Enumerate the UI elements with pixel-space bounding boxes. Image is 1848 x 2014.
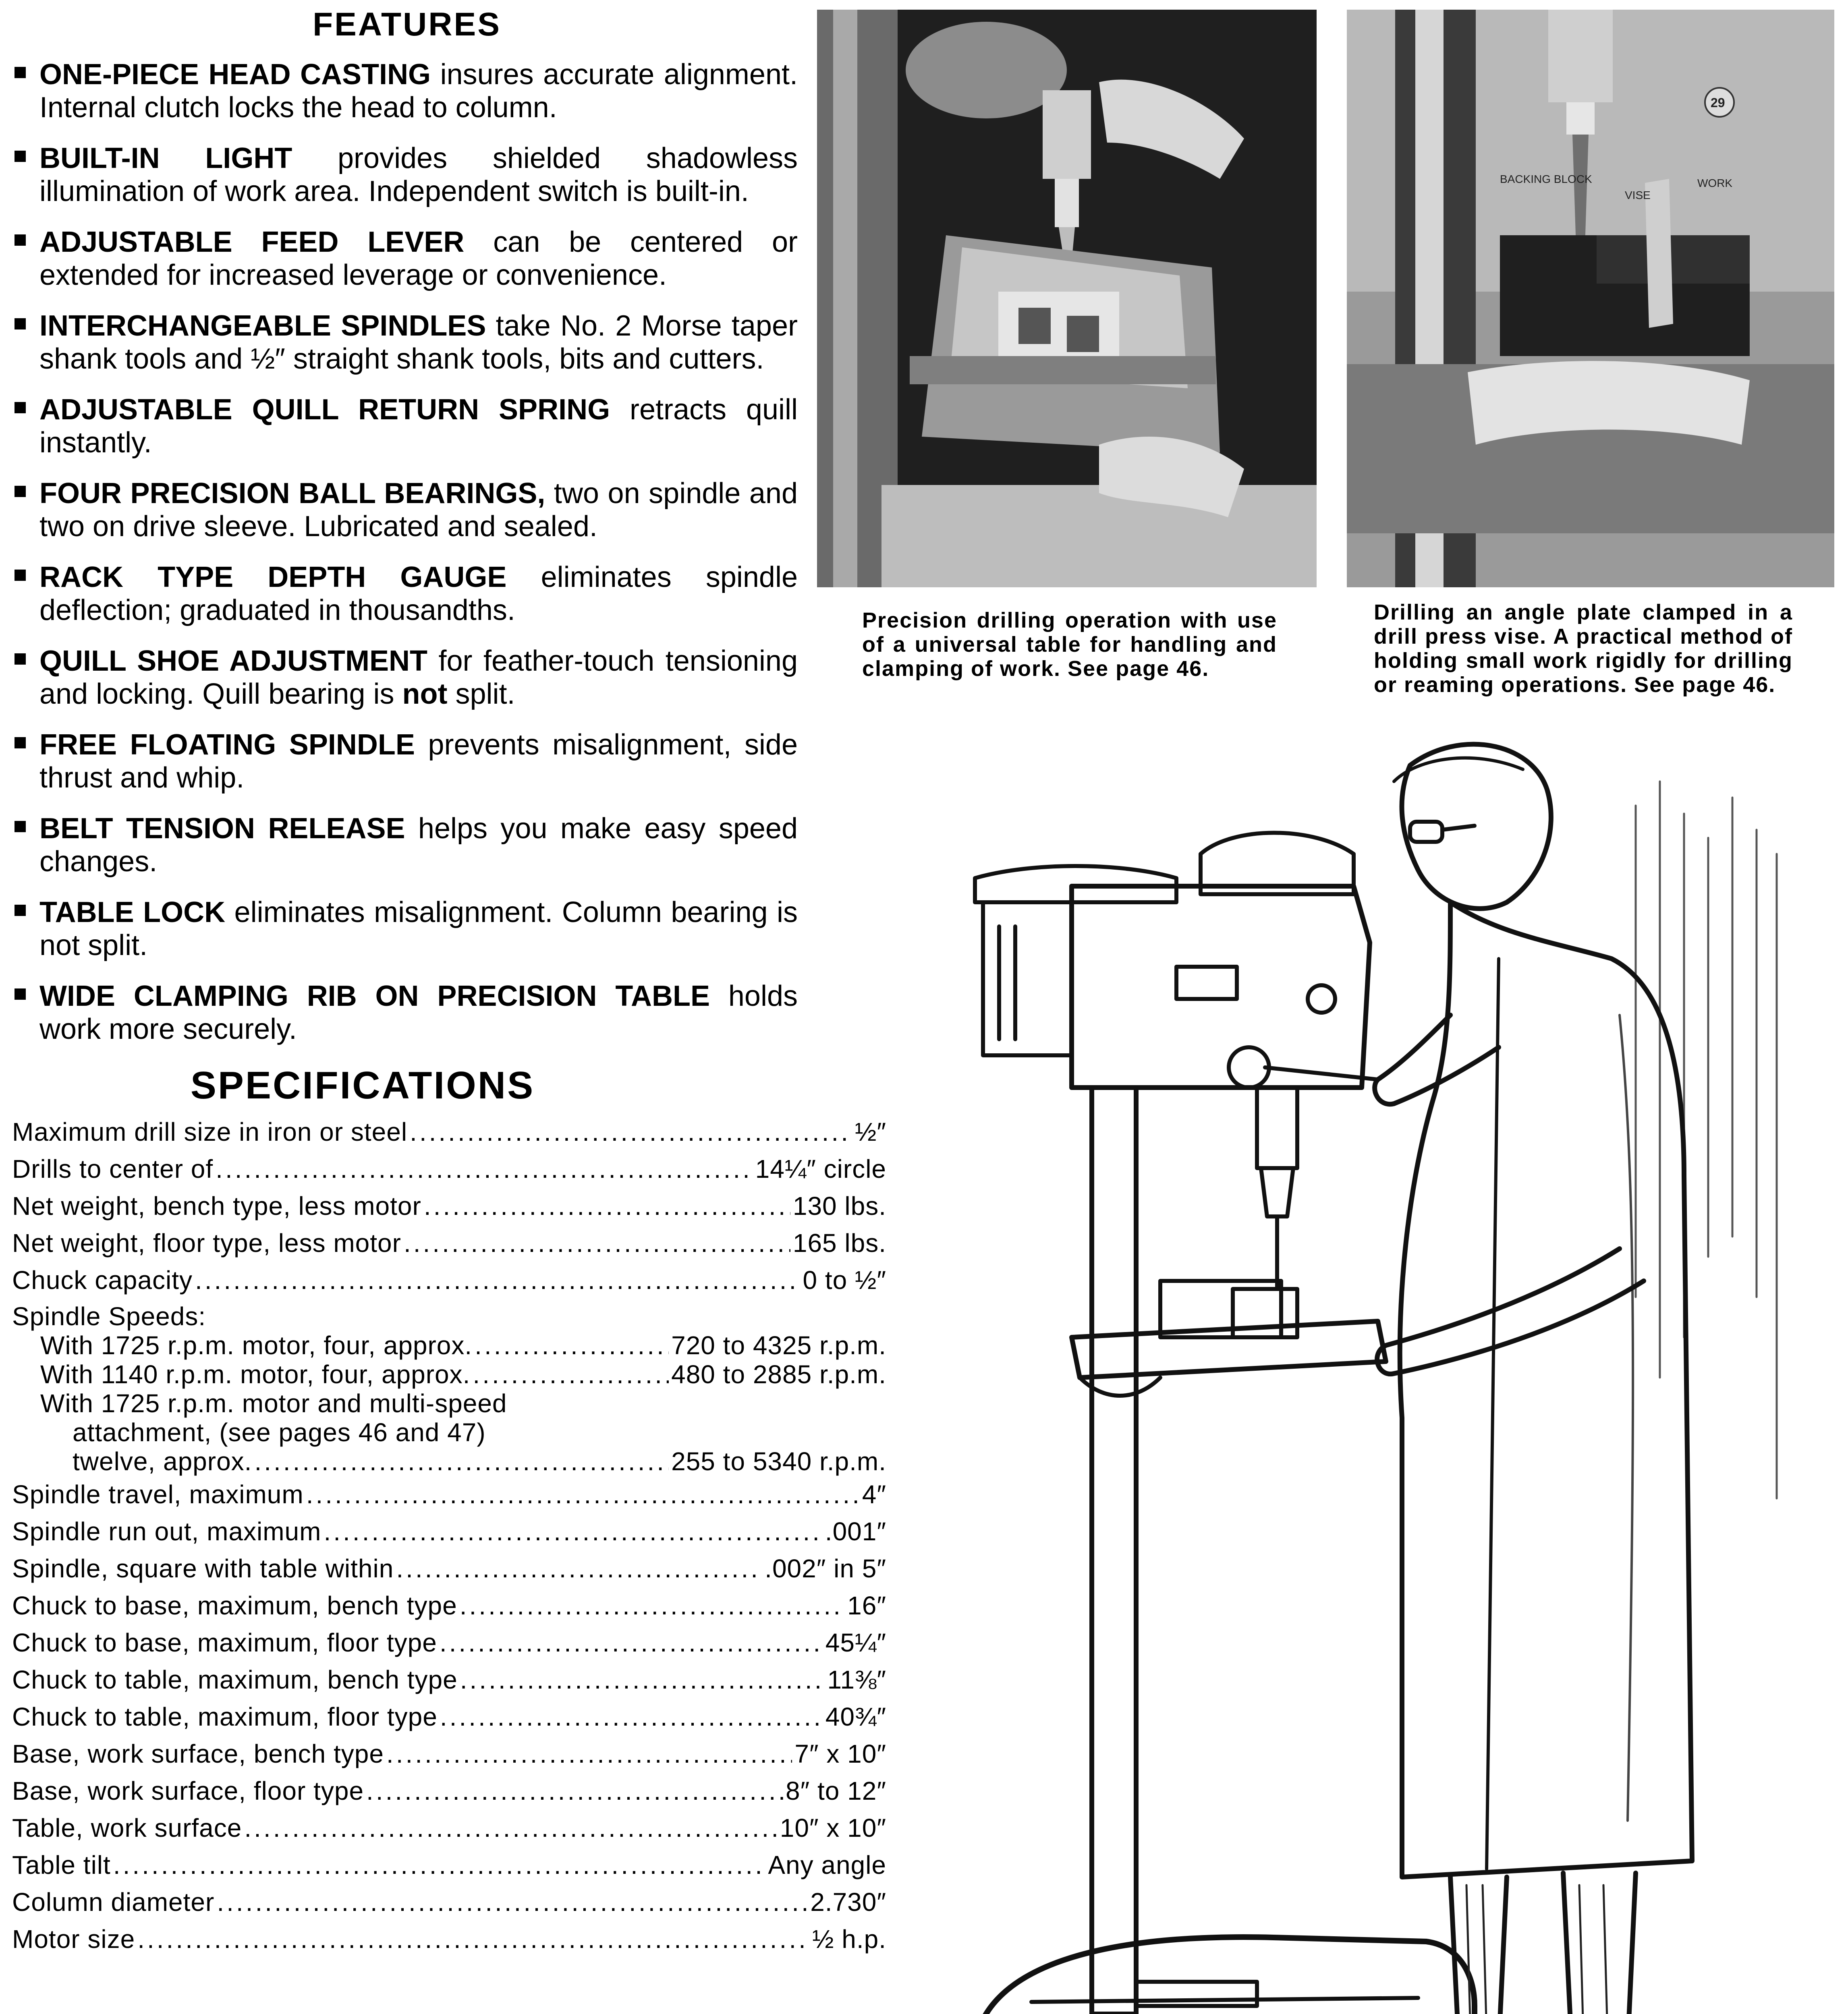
- square-bullet-icon: [15, 905, 26, 916]
- leader-dots: [475, 1331, 669, 1360]
- square-bullet-icon: [15, 234, 26, 246]
- spec-value: 165 lbs.: [792, 1229, 886, 1258]
- photo-universal-table-drilling: [817, 10, 1317, 587]
- spec-text-line: attachment, (see pages 46 and 47): [73, 1418, 486, 1447]
- leader-dots: [460, 1661, 825, 1698]
- spec-value: 720 to 4325 r.p.m.: [671, 1331, 886, 1360]
- feature-text: prevents misalignment, side thrust and whip.: [39, 729, 798, 794]
- caption-left: Precision drilling operation with use of a universal table for handling and clamping of work. See page 46.: [862, 608, 1277, 681]
- feature-lead: FOUR PRECISION BALL BEARINGS,: [39, 477, 545, 510]
- spec-text-line: With 1725 r.p.m. motor and multi-speed: [40, 1389, 507, 1418]
- feature-item: [12, 896, 798, 962]
- spec-row: [12, 1846, 886, 1883]
- feature-lead: BUILT-IN LIGHT: [39, 142, 292, 174]
- photo-label-work: WORK: [1697, 177, 1733, 189]
- photo-image: [817, 10, 1317, 587]
- leader-dots: [366, 1772, 783, 1809]
- square-bullet-icon: [15, 737, 26, 748]
- spec-row: [12, 1883, 886, 1921]
- leader-dots: [216, 1150, 753, 1187]
- square-bullet-icon: [15, 402, 26, 413]
- spec-row: [12, 1225, 886, 1262]
- square-bullet-icon: [15, 988, 26, 1000]
- leader-dots: [410, 1113, 852, 1150]
- spec-value: 4″: [862, 1480, 886, 1509]
- photo-label-backing-block: BACKING BLOCK: [1500, 173, 1592, 185]
- feature-item: [12, 393, 798, 459]
- leader-dots: [460, 1587, 845, 1624]
- spec-label: Spindle, square with table within: [12, 1554, 394, 1583]
- feature-text: retracts quill instantly.: [39, 394, 798, 459]
- sketch-image: [951, 733, 1797, 2014]
- leader-dots: [386, 1735, 792, 1772]
- spec-label: Chuck to table, maximum, bench type: [12, 1665, 458, 1694]
- square-bullet-icon: [15, 653, 26, 665]
- spec-row: [12, 1698, 886, 1735]
- spec-value: ½ h.p.: [812, 1925, 886, 1954]
- spec-value: 40¾″: [825, 1702, 886, 1731]
- feature-item: [12, 309, 798, 375]
- feature-text: can be centered or extended for increased leverage or convenience.: [39, 226, 798, 291]
- spec-row: [12, 1735, 886, 1772]
- spec-value: 0 to ½″: [803, 1266, 886, 1295]
- spindle-speeds-heading: Spindle Speeds:: [12, 1302, 206, 1331]
- square-bullet-icon: [15, 151, 26, 162]
- feature-text: eliminates misalignment. Column bearing is not split.: [39, 896, 798, 961]
- feature-item: [12, 58, 798, 124]
- spec-row: [12, 1187, 886, 1225]
- spec-value: Any angle: [768, 1850, 886, 1879]
- feature-item: [12, 728, 798, 794]
- spec-label: Chuck capacity: [12, 1266, 193, 1295]
- spec-value: 7″ x 10″: [794, 1739, 886, 1768]
- spec-row: [12, 1476, 886, 1513]
- leader-dots: [404, 1225, 790, 1262]
- spec-label: Table, work surface: [12, 1813, 242, 1842]
- spec-row: [12, 1513, 886, 1550]
- spec-label: Motor size: [12, 1925, 135, 1954]
- spec-row: [12, 1262, 886, 1299]
- spec-value: 10″ x 10″: [780, 1813, 886, 1842]
- spec-row: [12, 1587, 886, 1624]
- spec-label: Chuck to base, maximum, floor type: [12, 1628, 437, 1657]
- spec-value: 2.730″: [810, 1888, 886, 1917]
- square-bullet-icon: [15, 821, 26, 832]
- spec-label: Table tilt: [12, 1850, 111, 1879]
- leader-dots: [424, 1187, 790, 1225]
- spec-row: [12, 1772, 886, 1809]
- feature-text: insures accurate alignment. Internal clutch locks the head to column.: [39, 58, 798, 124]
- feature-lead: QUILL SHOE ADJUSTMENT: [39, 645, 428, 677]
- feature-text: for feather-touch tensioning and locking. Quill bearing is: [39, 645, 798, 710]
- spec-value: 16″: [847, 1591, 886, 1620]
- leader-dots: [324, 1513, 822, 1550]
- spec-row: [12, 1661, 886, 1698]
- spec-row: [12, 1624, 886, 1661]
- feature-lead: RACK TYPE DEPTH GAUGE: [39, 561, 507, 593]
- leader-dots: [195, 1262, 800, 1299]
- spec-label: Spindle travel, maximum: [12, 1480, 304, 1509]
- feature-lead: ONE-PIECE HEAD CASTING: [39, 58, 431, 91]
- feature-text: helps you make easy speed changes.: [39, 812, 798, 878]
- leader-dots: [306, 1476, 860, 1513]
- feature-lead: TABLE LOCK: [39, 896, 226, 928]
- specifications-list: [12, 1113, 886, 1958]
- spec-label: Maximum drill size in iron or steel: [12, 1117, 408, 1146]
- feature-text: eliminates spindle deflection; graduated in thousandths.: [39, 561, 798, 626]
- feature-item: [12, 477, 798, 543]
- feature-item: [12, 980, 798, 1046]
- feature-lead: ADJUSTABLE FEED LEVER: [39, 226, 465, 258]
- spec-value: 130 lbs.: [792, 1191, 886, 1220]
- spec-label: Chuck to table, maximum, floor type: [12, 1702, 438, 1731]
- leader-dots: [473, 1360, 669, 1389]
- feature-lead: WIDE CLAMPING RIB ON PRECISION TABLE: [39, 980, 710, 1012]
- spec-row: [12, 1113, 886, 1150]
- spec-row: [12, 1331, 886, 1360]
- spec-label: With 1725 r.p.m. motor, four, approx.: [40, 1331, 473, 1360]
- photo-tag-number: 29: [1711, 95, 1725, 110]
- features-heading: FEATURES: [313, 6, 501, 43]
- leader-dots: [440, 1698, 823, 1735]
- spec-row: [12, 1150, 886, 1187]
- feature-lead: FREE FLOATING SPINDLE: [39, 729, 415, 761]
- feature-item: [12, 561, 798, 627]
- spec-value: 14¼″ circle: [755, 1154, 886, 1183]
- feature-text-tail: split.: [447, 678, 515, 710]
- spec-label: Drills to center of: [12, 1154, 214, 1183]
- square-bullet-icon: [15, 67, 26, 78]
- spec-value: ½″: [855, 1117, 886, 1146]
- square-bullet-icon: [15, 318, 26, 329]
- spec-label: Base, work surface, bench type: [12, 1739, 384, 1768]
- spec-label: Net weight, floor type, less motor: [12, 1229, 401, 1258]
- spec-row: [12, 1921, 886, 1958]
- spec-label: Net weight, bench type, less motor: [12, 1191, 421, 1220]
- leader-dots: [244, 1809, 777, 1846]
- feature-item: [12, 644, 798, 711]
- spec-value: .001″: [825, 1517, 886, 1546]
- spec-row: [12, 1550, 886, 1587]
- feature-lead: INTERCHANGEABLE SPINDLES: [39, 310, 486, 342]
- spec-label: Base, work surface, floor type: [12, 1776, 364, 1805]
- leader-dots: [113, 1846, 766, 1883]
- square-bullet-icon: [15, 570, 26, 581]
- feature-lead: ADJUSTABLE QUILL RETURN SPRING: [39, 394, 610, 426]
- photo-angle-plate-vise: [1347, 10, 1834, 587]
- spec-value: 255 to 5340 r.p.m.: [671, 1447, 886, 1476]
- square-bullet-icon: [15, 486, 26, 497]
- spec-label: Column diameter: [12, 1888, 215, 1917]
- spec-label: Spindle run out, maximum: [12, 1517, 321, 1546]
- feature-text: provides shielded shadowless illumination of work area. Independent switch is built-in.: [39, 142, 798, 207]
- spec-label: Chuck to base, maximum, bench type: [12, 1591, 457, 1620]
- feature-item: [12, 226, 798, 292]
- spec-value: 45¼″: [825, 1628, 886, 1657]
- leader-dots: [396, 1550, 762, 1587]
- feature-emphasis: not: [402, 678, 448, 710]
- spec-value: 11⅜″: [827, 1665, 886, 1694]
- feature-text: two on spindle and two on drive sleeve. Lubricated and sealed.: [39, 477, 798, 543]
- spec-value: 480 to 2885 r.p.m.: [671, 1360, 886, 1389]
- photo-image: [1347, 10, 1834, 587]
- feature-item: [12, 142, 798, 208]
- specifications-heading: SPECIFICATIONS: [190, 1064, 535, 1107]
- feature-text: take No. 2 Morse taper shank tools and ½″ straight shank tools, bits and cutters.: [39, 310, 798, 375]
- photo-label-vise: VISE: [1625, 189, 1651, 201]
- leader-dots: [217, 1883, 808, 1921]
- spec-value: 8″ to 12″: [785, 1776, 886, 1805]
- left-column: [12, 0, 886, 1958]
- spec-row: [12, 1447, 886, 1476]
- caption-right: Drilling an angle plate clamped in a drill press vise. A practical method of holding small work rigidly for drilling or reaming operations. See page 46.: [1374, 600, 1793, 697]
- leader-dots: [254, 1447, 669, 1476]
- features-list: [12, 58, 798, 1046]
- leader-dots: [137, 1921, 810, 1958]
- feature-item: [12, 812, 798, 878]
- feature-text: holds work more securely.: [39, 980, 798, 1045]
- spec-row: [12, 1360, 886, 1389]
- feature-lead: BELT TENSION RELEASE: [39, 812, 405, 845]
- spec-label: With 1140 r.p.m. motor, four, approx.: [40, 1360, 471, 1389]
- spec-row: [12, 1809, 886, 1846]
- drill-press-operator-illustration: [951, 733, 1797, 2014]
- leader-dots: [440, 1624, 823, 1661]
- spec-value: .002″ in 5″: [765, 1554, 886, 1583]
- spec-label: twelve, approx.: [73, 1447, 252, 1476]
